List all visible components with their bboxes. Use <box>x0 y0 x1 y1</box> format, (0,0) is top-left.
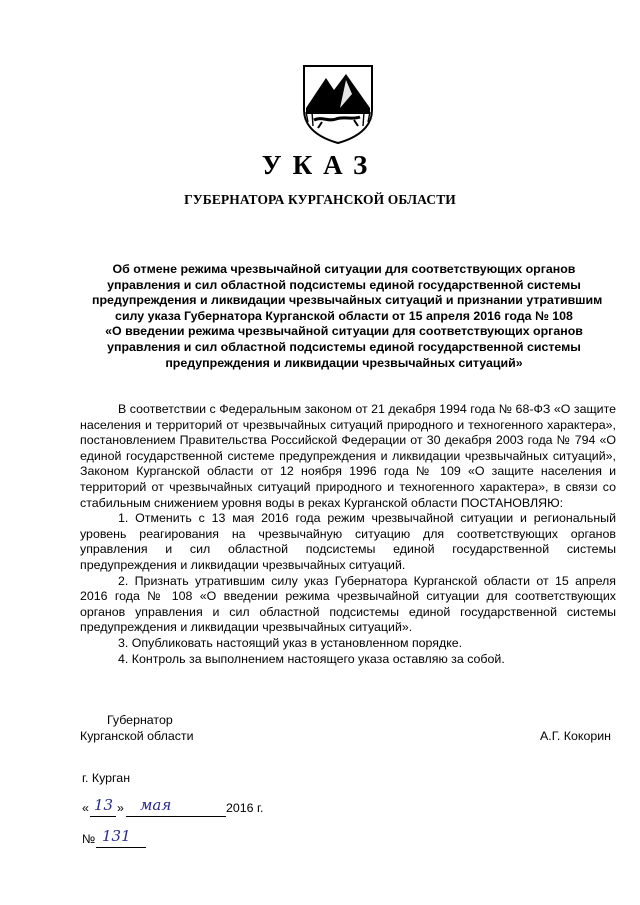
signatory-name: А.Г. Кокорин <box>540 729 612 743</box>
title-line: «О введении режима чрезвычайной ситуации для соответствующих органов <box>105 324 583 339</box>
title-line: управления и сил областной подсистемы единой государственной системы <box>107 339 581 354</box>
document-issuer: ГУБЕРНАТОРА КУРГАНСКОЙ ОБЛАСТИ <box>184 192 456 207</box>
decree-body <box>80 402 616 667</box>
decree-item-2: 2. Признать утратившим силу указ Губернатора Курганской области от 15 апреля 2016 года № 108 «О введении режима чрезвычайной ситуации для соответствующих органов управления и сил областной подсистемы единой государственной системы предупреждения и ликвидации чрезвычайных ситуаций». <box>80 573 616 635</box>
issue-city: г. Курган <box>82 771 131 785</box>
date-month-handwritten: мая <box>140 796 172 814</box>
decree-title <box>92 262 603 371</box>
signatory-title-line2: Курганской области <box>80 729 194 743</box>
decree-item-3: 3. Опубликовать настоящий указ в установленном порядке. <box>118 635 463 650</box>
number-value-handwritten: 131 <box>102 827 131 845</box>
coat-of-arms-icon <box>300 64 376 144</box>
date-close-quote: » <box>117 801 124 815</box>
issue-date <box>82 796 342 821</box>
decree-item-1: 1. Отменить с 13 мая 2016 года режим чрезвычайной ситуации и региональный уровень реагирования на чрезвычайную ситуацию для соответствующих органов управления и сил областной подсистемы единой государственной системы предупреждения и ликвидации чрезвычайных ситуаций. <box>80 511 616 572</box>
date-year: 2016 г. <box>226 801 264 815</box>
preamble-paragraph: В соответствии с Федеральным законом от 21 декабря 1994 года № 68-ФЗ «О защите населения и территорий от чрезвычайных ситуаций природного и техногенного характера», постановлением Правительства Российской Федерации от 30 декабря 2003 года № 794 «О единой государственной системе предупреждения и ликвидации чрезвычайных ситуаций», Законом Курганской области от 12 ноября 1996 года № 109 «О защите населения и территорий от чрезвычайных ситуаций природного и техногенного характера», в связи со стабильным снижением уровня воды в реках Курганской области ПОСТАНОВЛЯЮ: <box>80 402 616 510</box>
signatory-title <box>80 712 194 744</box>
decree-number <box>82 827 282 852</box>
date-day-handwritten: 13 <box>94 796 114 814</box>
title-line: предупреждения и ликвидации чрезвычайных ситуаций и признании утратившим <box>92 293 603 308</box>
date-open-quote: « <box>82 801 89 815</box>
decree-item-4: 4. Контроль за выполнением настоящего указа оставляю за собой. <box>118 651 505 666</box>
title-line: предупреждения и ликвидации чрезвычайных ситуаций» <box>165 355 523 370</box>
title-line: силу указа Губернатора Курганской области от 15 апреля 2016 года № 108 <box>115 308 573 323</box>
signatory-title-line1: Губернатор <box>107 713 173 727</box>
number-prefix: № <box>82 832 96 846</box>
document-type: УКАЗ <box>261 150 379 180</box>
title-line: Об отмене режима чрезвычайной ситуации для соответствующих органов <box>112 262 576 276</box>
title-line: управления и сил областной подсистемы единой государственной системы <box>107 277 581 292</box>
